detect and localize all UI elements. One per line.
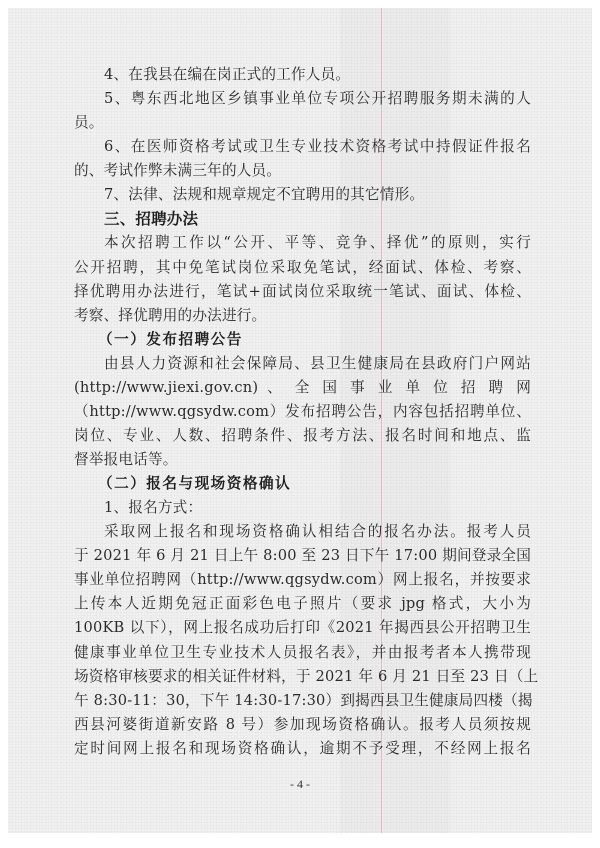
text-line: 6、在医师资格考试或卫生专业技术资格考试中持假证件报名 xyxy=(104,138,531,156)
text-line: 于 2021 年 6 月 21 日上午 8:00 至 23 日下午 17:00 期间登录全国 xyxy=(74,547,531,565)
text-line: 4、在我县在编在岗正式的工作人员。 xyxy=(104,66,351,83)
text-line: 公开招聘，其中免笔试岗位采取免笔试，经面试、体检、考察、 xyxy=(74,258,531,276)
text-line: 岗位、专业、人数、招聘条件、报考方法、报名时间和地点、监 xyxy=(74,426,531,444)
text-line: 健康事业单位卫生专业技术人员报名表》，并由报考者本人携带现 xyxy=(74,643,531,661)
page-number: - 4 - xyxy=(290,777,310,791)
text-line: 定时间网上报名和现场资格确认，逾期不予受理，不经网上报名 xyxy=(74,739,531,757)
text-line: 本次招聘工作以“公开、平等、竞争、择优”的原则，实行 xyxy=(104,234,531,252)
text-line: 的、考试作弊未满三年的人员。 xyxy=(74,162,282,180)
text-line: 场资格审核要求的相关证件材料，于 2021 年 6 月 21 日至 23 日（上 xyxy=(74,667,539,685)
text-line: 择优聘用办法进行，笔试+面试岗位采取统一笔试、面试、体检、 xyxy=(74,282,531,300)
text-line: 1、报名方式： xyxy=(104,499,203,517)
text-line: 由县人力资源和社会保障局、县卫生健康局在县政府门户网站 xyxy=(104,354,531,372)
subsection-heading: （二）报名与现场资格确认 xyxy=(98,475,292,493)
text-line: 午 8:30-11：30，下午 14:30-17:30）到揭西县卫生健康局四楼（揭 xyxy=(74,691,533,709)
text-line: (http://www.jiexi.gov.cn) 、 全 国 事 业 单 位 招 聘 网 xyxy=(74,378,531,396)
text-line: 员。 xyxy=(74,114,104,132)
text-line: 5、粤东西北地区乡镇事业单位专项公开招聘服务期未满的人 xyxy=(104,90,531,108)
section-heading: 三、招聘办法 xyxy=(104,210,199,229)
text-line: 上传本人近期免冠正面彩色电子照片（要求 jpg 格式，大小为 xyxy=(74,595,531,613)
text-line: 考察、择优聘用的办法进行。 xyxy=(74,306,267,324)
text-line: 西县河婆街道新安路 8 号）参加现场资格确认。报考人员须按规 xyxy=(74,715,531,733)
text-line: 事业单位招聘网（http://www.qgsydw.com）网上报名，并按要求 xyxy=(74,571,531,589)
text-line: 100KB 以下），网上报名成功后打印《2021 年揭西县公开招聘卫生 xyxy=(74,619,531,637)
text-line: 7、法律、法规和规章规定不宜聘用的其它情形。 xyxy=(104,186,425,204)
subsection-heading: （一）发布招聘公告 xyxy=(98,330,243,348)
document-body xyxy=(74,63,539,761)
text-line: 采取网上报名和现场资格确认相结合的报名办法。报考人员 xyxy=(104,523,531,541)
text-line: 督举报电话等。 xyxy=(74,451,178,468)
text-line: （http://www.qgsydw.com）发布招聘公告，内容包括招聘单位、 xyxy=(74,402,531,420)
